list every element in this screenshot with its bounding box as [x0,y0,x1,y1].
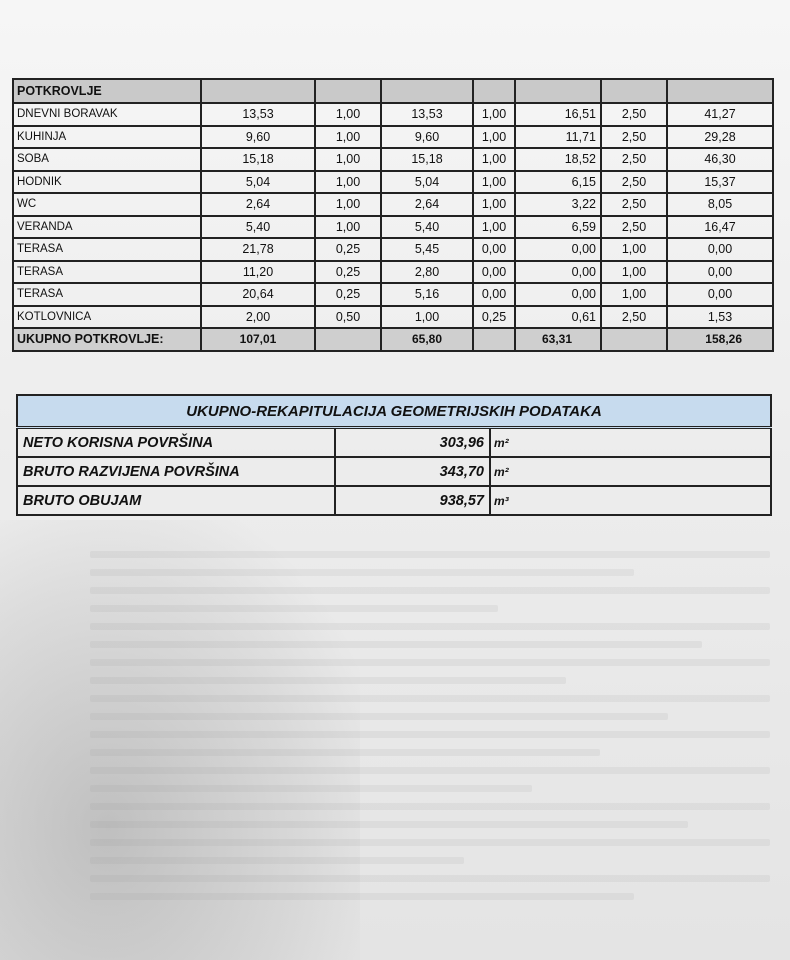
empty-cell [473,328,515,351]
table-cell: 1,00 [601,261,667,284]
table-cell: 1,00 [473,103,515,126]
table-cell: 0,25 [315,283,381,306]
table-row [13,306,773,329]
empty-cell [601,328,667,351]
table-cell: 0,00 [667,238,773,261]
table-cell: 5,04 [201,171,315,194]
table-row [13,126,773,149]
table-row [13,148,773,171]
table-cell: 9,60 [201,126,315,149]
table-cell: 29,28 [667,126,773,149]
table-row [13,238,773,261]
table-cell: 5,04 [381,171,473,194]
table-cell: 15,18 [381,148,473,171]
table-cell: 0,00 [667,261,773,284]
table-cell: 0,00 [515,238,601,261]
table-cell: 2,64 [381,193,473,216]
table-row [13,171,773,194]
recap-label: BRUTO OBUJAM [17,486,335,515]
table-cell: 15,18 [201,148,315,171]
table-cell: 2,50 [601,171,667,194]
table-cell: 2,50 [601,193,667,216]
table-cell: 20,64 [201,283,315,306]
table-cell: 2,50 [601,126,667,149]
table-cell: 2,64 [201,193,315,216]
table-cell: 2,50 [601,148,667,171]
recap-value: 303,96 [335,428,490,458]
recap-title: UKUPNO-REKAPITULACIJA GEOMETRIJSKIH PODATAKA [17,395,771,428]
recap-row [17,428,771,458]
recap-unit: m² [490,428,771,458]
room-name: VERANDA [13,216,201,239]
table-cell: 0,25 [473,306,515,329]
table-cell: 41,27 [667,103,773,126]
table-cell: 21,78 [201,238,315,261]
section-header-row [13,79,773,103]
total-area: 107,01 [201,328,315,351]
table-cell: 9,60 [381,126,473,149]
recap-label: NETO KORISNA POVRŠINA [17,428,335,458]
table-cell: 1,00 [315,171,381,194]
recap-row [17,457,771,486]
table-cell: 1,00 [473,193,515,216]
table-cell: 6,59 [515,216,601,239]
total-volume: 158,26 [667,328,773,351]
table-cell: 2,50 [601,103,667,126]
table-cell: 1,00 [315,148,381,171]
section-label: POTKROVLJE [13,79,201,103]
table-row [13,261,773,284]
table-cell: 5,40 [201,216,315,239]
recap-unit: m³ [490,486,771,515]
table-cell: 8,05 [667,193,773,216]
table-row [13,103,773,126]
table-cell: 0,00 [473,283,515,306]
room-name: SOBA [13,148,201,171]
total-net-area: 65,80 [381,328,473,351]
table-cell: 5,45 [381,238,473,261]
table-cell: 0,61 [515,306,601,329]
table-cell: 1,00 [473,216,515,239]
recap-label: BRUTO RAZVIJENA POVRŠINA [17,457,335,486]
table-cell: 0,50 [315,306,381,329]
table-cell: 1,00 [601,283,667,306]
table-cell: 5,16 [381,283,473,306]
table-cell: 1,00 [315,193,381,216]
show-through-text [90,540,770,911]
table-cell: 2,80 [381,261,473,284]
table-row [13,283,773,306]
recap-value: 343,70 [335,457,490,486]
table-cell: 0,00 [667,283,773,306]
total-label: UKUPNO POTKROVLJE: [13,328,201,351]
recap-unit: m² [490,457,771,486]
table-cell: 2,00 [201,306,315,329]
recap-value: 938,57 [335,486,490,515]
table-cell: 1,00 [381,306,473,329]
room-name: DNEVNI BORAVAK [13,103,201,126]
table-cell: 13,53 [201,103,315,126]
room-name: TERASA [13,261,201,284]
table-cell: 11,71 [515,126,601,149]
recap-row [17,486,771,515]
table-cell: 1,00 [601,238,667,261]
table-cell: 1,00 [473,126,515,149]
room-name: TERASA [13,238,201,261]
table-cell: 3,22 [515,193,601,216]
table-cell: 13,53 [381,103,473,126]
table-cell: 1,00 [473,171,515,194]
recap-table [16,394,772,516]
recap-title-row [17,395,771,428]
table-cell: 5,40 [381,216,473,239]
room-name: TERASA [13,283,201,306]
total-gross-area: 63,31 [515,328,601,351]
table-row [13,216,773,239]
table-cell: 0,25 [315,261,381,284]
table-cell: 1,00 [315,216,381,239]
table-cell: 0,00 [515,261,601,284]
room-name: KOTLOVNICA [13,306,201,329]
table-cell: 16,47 [667,216,773,239]
table-cell: 16,51 [515,103,601,126]
room-name: WC [13,193,201,216]
table-cell: 0,00 [473,261,515,284]
table-cell: 0,25 [315,238,381,261]
table-cell: 1,00 [473,148,515,171]
table-cell: 1,00 [315,126,381,149]
table-cell: 0,00 [473,238,515,261]
total-row [13,328,773,351]
room-name: HODNIK [13,171,201,194]
table-cell: 15,37 [667,171,773,194]
table-cell: 1,53 [667,306,773,329]
attic-rooms-table [12,78,774,352]
table-row [13,193,773,216]
table-cell: 1,00 [315,103,381,126]
room-name: KUHINJA [13,126,201,149]
empty-cell [315,328,381,351]
table-cell: 2,50 [601,216,667,239]
table-cell: 2,50 [601,306,667,329]
table-cell: 0,00 [515,283,601,306]
table-cell: 18,52 [515,148,601,171]
table-cell: 6,15 [515,171,601,194]
table-cell: 11,20 [201,261,315,284]
table-cell: 46,30 [667,148,773,171]
